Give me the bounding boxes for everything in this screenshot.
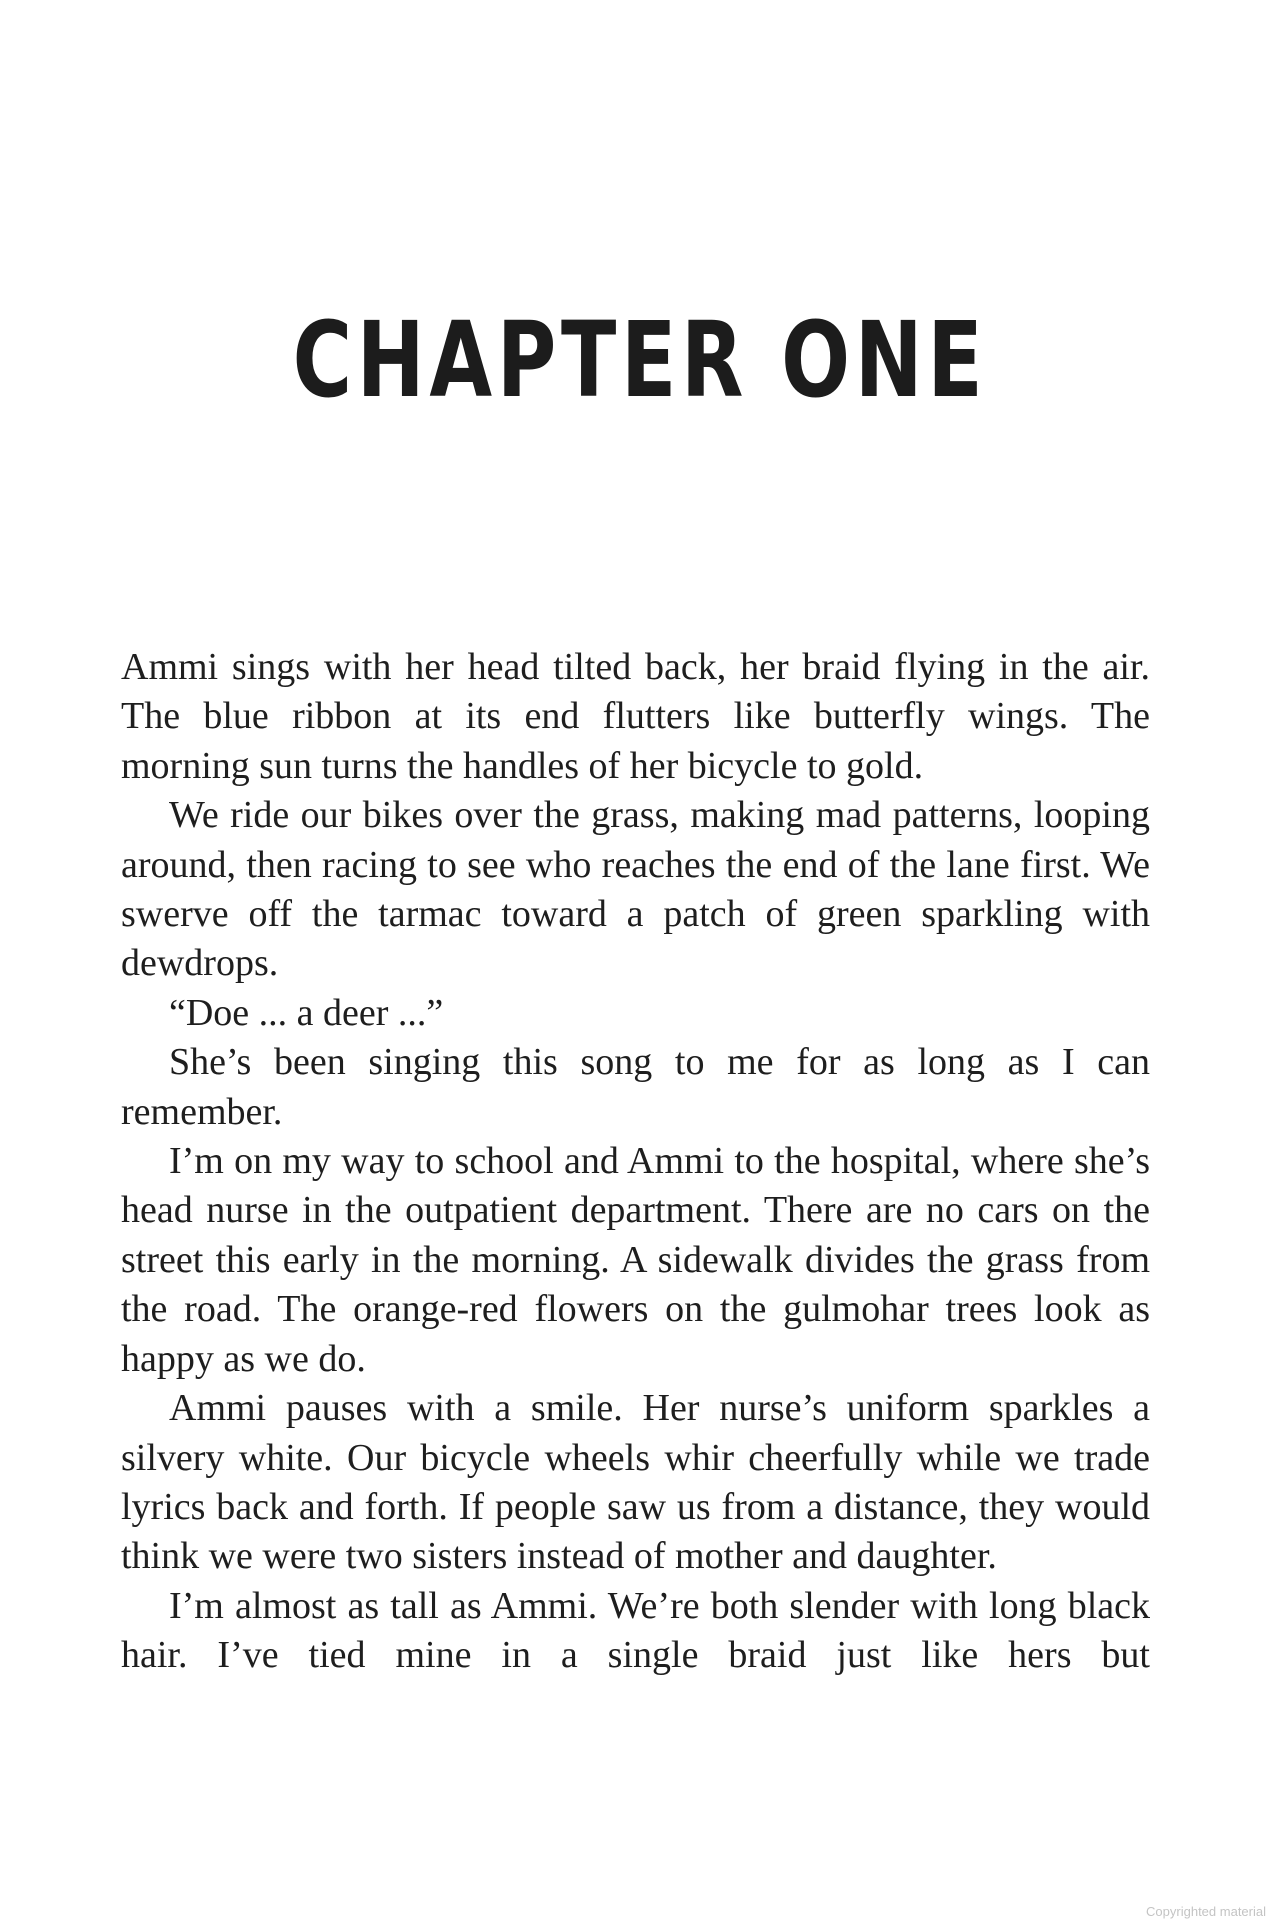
paragraph: Ammi pauses with a smile. Her nurse’s uniform sparkles a silvery white. Our bicycle wheels whir cheerfully while we trade lyrics back and forth. If people saw us from a distance, they would think we were two sisters instead of mother and daughter. <box>121 1387 1150 1578</box>
paragraph: “Doe ... a deer ...” <box>169 991 444 1034</box>
paragraph: She’s been singing this song to me for as long as I can remember. <box>121 1041 1150 1133</box>
paragraph: We ride our bikes over the grass, making mad patterns, looping around, then racing to see who reaches the end of the lane first. We swerve off the tarmac toward a patch of green sparkling with dewdrops. <box>121 794 1150 985</box>
paragraph: Ammi sings with her head tilted back, her braid flying in the air. The blue ribbon at its end flutters like butterfly wings. The morning sun turns the handles of her bicycle to gold. <box>121 646 1150 787</box>
paragraph: I’m on my way to school and Ammi to the hospital, where she’s head nurse in the outpatient department. There are no cars on the street this early in the morning. A sidewalk divides the grass from the road. The orange-red flowers on the gulmohar trees look as happy as we do. <box>121 1140 1150 1380</box>
copyright-watermark: Copyrighted material <box>1146 1904 1266 1919</box>
paragraph: I’m almost as tall as Ammi. We’re both slender with long black hair. I’ve tied mine in a single braid just like hers but <box>121 1584 1150 1677</box>
chapter-body <box>121 643 1150 1681</box>
chapter-title: CHAPTER ONE <box>292 299 988 421</box>
